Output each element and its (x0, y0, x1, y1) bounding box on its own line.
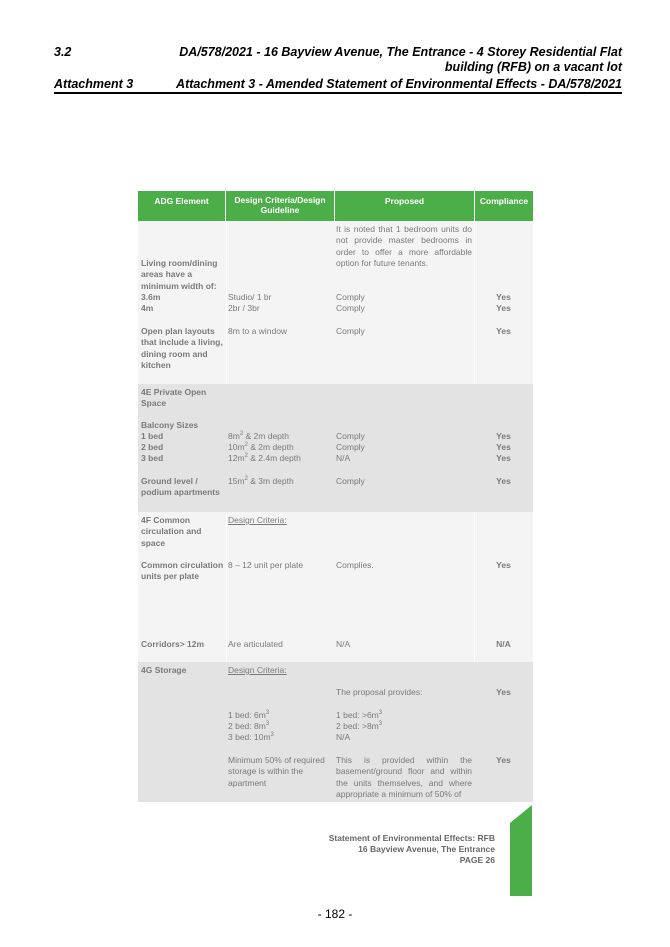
adg-compliance-table (138, 191, 533, 802)
circulation-units-proposed: Complies. (336, 560, 374, 570)
corridors-criteria: Are articulated (228, 639, 283, 649)
col-header-element: ADG Element (138, 191, 226, 221)
open-plan-criteria: 8m to a window (228, 326, 288, 336)
width-4m-criteria: 2br / 3br (228, 303, 260, 313)
circulation-units-criteria: 8 – 12 unit per plate (228, 560, 304, 570)
col-header-proposed: Proposed (334, 191, 474, 221)
storage-3-bed-criteria: 3 bed: $10m^3$ (228, 732, 274, 742)
storage-1-bed-criteria: 1 bed: $6m^3$ (228, 710, 270, 720)
attachment-title: Attachment 3 - Amended Statement of Environmental Effects - DA/578/2021 (176, 77, 622, 91)
balcony-1-bed: 1 bed (141, 431, 164, 441)
balcony-3-bed-compliance: Yes (496, 453, 511, 463)
balcony-1-bed-criteria: $8m^2$ & 2m depth (228, 431, 289, 441)
min-storage-criteria: Minimum 50% of required storage is within the apartment (228, 755, 325, 788)
ground-level-compliance: Yes (496, 476, 511, 486)
common-circulation-title: 4F Common circulation and space (141, 515, 202, 548)
balcony-3-bed: 3 bed (141, 453, 164, 463)
attachment-row (54, 77, 622, 94)
design-criteria-label: Design Criteria: (228, 515, 287, 525)
table-row-common-circulation (138, 512, 533, 662)
open-plan-proposed: Comply (336, 326, 365, 336)
footer-line-1: Statement of Environmental Effects: RFB (328, 833, 495, 843)
storage-2-bed-criteria: 2 bed: $8m^3$ (228, 721, 270, 731)
balcony-3-bed-proposed: N/A (336, 453, 351, 463)
table-row-living-room (138, 221, 533, 384)
balcony-3-bed-criteria: $12m^2$ & 2.4m depth (228, 453, 301, 463)
ground-level-proposed: Comply (336, 476, 365, 486)
width-4m-compliance: Yes (496, 303, 511, 313)
balcony-2-bed-compliance: Yes (496, 442, 511, 452)
table-row-storage (138, 662, 533, 802)
col-header-compliance: Compliance (474, 191, 533, 221)
width-4m: 4m (141, 303, 154, 313)
document-footer (329, 833, 495, 866)
circulation-units-compliance: Yes (496, 560, 511, 570)
balcony-2-bed: 2 bed (141, 442, 164, 452)
ground-level-criteria: $15m^2$ & 3m depth (228, 476, 294, 486)
balcony-2-bed-proposed: Comply (336, 442, 365, 452)
private-open-space-title: 4E Private Open Space (141, 387, 207, 409)
width-3-6m: 3.6m (141, 292, 161, 302)
col-header-criteria: Design Criteria/Design Guideline (234, 195, 326, 215)
width-3-6m-proposed: Comply (336, 292, 365, 302)
table-header-row (138, 191, 533, 221)
width-3-6m-compliance: Yes (496, 292, 511, 302)
footer-line-2: 16 Bayview Avenue, The Entrance (358, 844, 495, 854)
storage-3-bed-proposed: N/A (336, 732, 351, 742)
min-storage-compliance: Yes (496, 755, 511, 765)
min-storage-proposed: This is provided within the basement/ground floor and within the units themselves, and where appropriate a minimum of 50% of (336, 755, 472, 799)
corridors-compliance: N/A (496, 639, 511, 649)
open-plan-label: Open plan layouts that include a living, dining room and kitchen (141, 326, 223, 370)
footer-accent-bar (510, 805, 532, 896)
open-plan-compliance: Yes (496, 326, 511, 336)
item-number: 3.2 (54, 45, 72, 59)
living-room-label: Living room/dining areas have a minimum width of: (141, 258, 218, 291)
width-4m-proposed: Comply (336, 303, 365, 313)
corridors-label: Corridors> 12m (141, 639, 205, 649)
corridors-proposed: N/A (336, 639, 351, 649)
table-row-private-open-space (138, 384, 533, 512)
bedroom-note: It is noted that 1 bedroom units do not provide master bedrooms in order to offer a more affordable option for future tenants. (336, 224, 472, 268)
storage-design-criteria-label: Design Criteria: (228, 665, 287, 675)
storage-2-bed-proposed: 2 bed: $>8m^3$ (336, 721, 383, 731)
ground-level-label: Ground level / podium apartments (141, 476, 220, 498)
item-title: DA/578/2021 - 16 Bayview Avenue, The Entrance - 4 Storey Residential Flat building (RFB) on a vacant lot (179, 45, 622, 74)
proposal-provides-compliance: Yes (496, 687, 511, 697)
balcony-1-bed-compliance: Yes (496, 431, 511, 441)
storage-1-bed-proposed: 1 bed: $>6m^3$ (336, 710, 383, 720)
proposal-provides: The proposal provides: (336, 687, 423, 697)
footer-page-label: PAGE 26 (459, 855, 495, 865)
width-3-6m-criteria: Studio/ 1 br (228, 292, 272, 302)
attachment-label: Attachment 3 (54, 77, 134, 91)
page-number: - 182 - (317, 907, 353, 921)
storage-title: 4G Storage (141, 665, 187, 675)
circulation-units-label: Common circulation units per plate (141, 560, 224, 582)
balcony-1-bed-proposed: Comply (336, 431, 365, 441)
balcony-2-bed-criteria: $10m^2$ & 2m depth (228, 442, 294, 452)
balcony-sizes-label: Balcony Sizes (141, 420, 199, 430)
